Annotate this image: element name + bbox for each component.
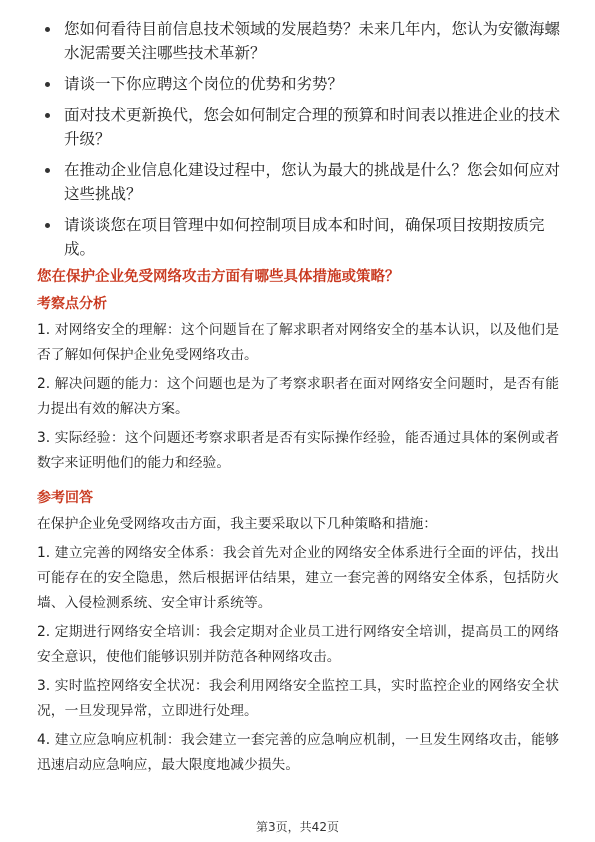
- page-number: 第3页，共42页: [256, 820, 339, 834]
- bullet-text: 请谈谈您在项目管理中如何控制项目成本和时间，确保项目按期按质完成。: [64, 216, 545, 258]
- bullet-item: [40, 17, 560, 65]
- bullet-text: 面对技术更新换代，您会如何制定合理的预算和时间表以推进企业的技术升级？: [64, 106, 561, 148]
- analysis-item: 2. 解决问题的能力：这个问题也是为了考察求职者在面对网络安全问题时，是否有能力提出有效的解决方案。: [37, 376, 559, 417]
- bullet-text: 您如何看待目前信息技术领域的发展趋势？未来几年内，您认为安徽海螺水泥需要关注哪些技术革新？: [64, 20, 561, 62]
- bullet-item: [40, 103, 560, 151]
- bullet-item: [40, 158, 560, 206]
- bullet-item: [40, 72, 560, 96]
- bullet-item: [40, 213, 560, 261]
- bullet-dot-icon: [45, 27, 50, 32]
- answer-item: 3. 实时监控网络安全状况：我会利用网络安全监控工具，实时监控企业的网络安全状况，一旦发现异常，立即进行处理。: [37, 678, 559, 719]
- question-bullet-list: [40, 17, 560, 268]
- bullet-dot-icon: [45, 168, 50, 173]
- answer-item: 1. 建立完善的网络安全体系：我会首先对企业的网络安全体系进行全面的评估，找出可能存在的安全隐患，然后根据评估结果，建立一套完善的网络安全体系，包括防火墙、入侵检测系统、安全审计系统等。: [37, 545, 559, 611]
- analysis-title: 考察点分析: [37, 296, 107, 312]
- bullet-dot-icon: [45, 82, 50, 87]
- bullet-text: 在推动企业信息化建设过程中，您认为最大的挑战是什么？您会如何应对这些挑战？: [64, 161, 561, 203]
- bullet-dot-icon: [45, 113, 50, 118]
- main-content: [37, 266, 559, 782]
- question-heading: 您在保护企业免受网络攻击方面有哪些具体措施或策略？: [37, 269, 400, 285]
- answer-title: 参考回答: [37, 490, 93, 506]
- answer-item: 2. 定期进行网络安全培训：我会定期对企业员工进行网络安全培训，提高员工的网络安全意识，使他们能够识别并防范各种网络攻击。: [37, 624, 559, 665]
- answer-item: 4. 建立应急响应机制：我会建立一套完善的应急响应机制，一旦发生网络攻击，能够迅速启动应急响应，最大限度地减少损失。: [37, 732, 559, 773]
- analysis-item: 1. 对网络安全的理解：这个问题旨在了解求职者对网络安全的基本认识，以及他们是否了解如何保护企业免受网络攻击。: [37, 322, 559, 363]
- bullet-text: 请谈一下你应聘这个岗位的优势和劣势？: [64, 75, 344, 93]
- answer-intro: 在保护企业免受网络攻击方面，我主要采取以下几种策略和措施：: [37, 516, 438, 532]
- bullet-dot-icon: [45, 223, 50, 228]
- analysis-item: 3. 实际经验：这个问题还考察求职者是否有实际操作经验，能否通过具体的案例或者数字来证明他们的能力和经验。: [37, 430, 559, 471]
